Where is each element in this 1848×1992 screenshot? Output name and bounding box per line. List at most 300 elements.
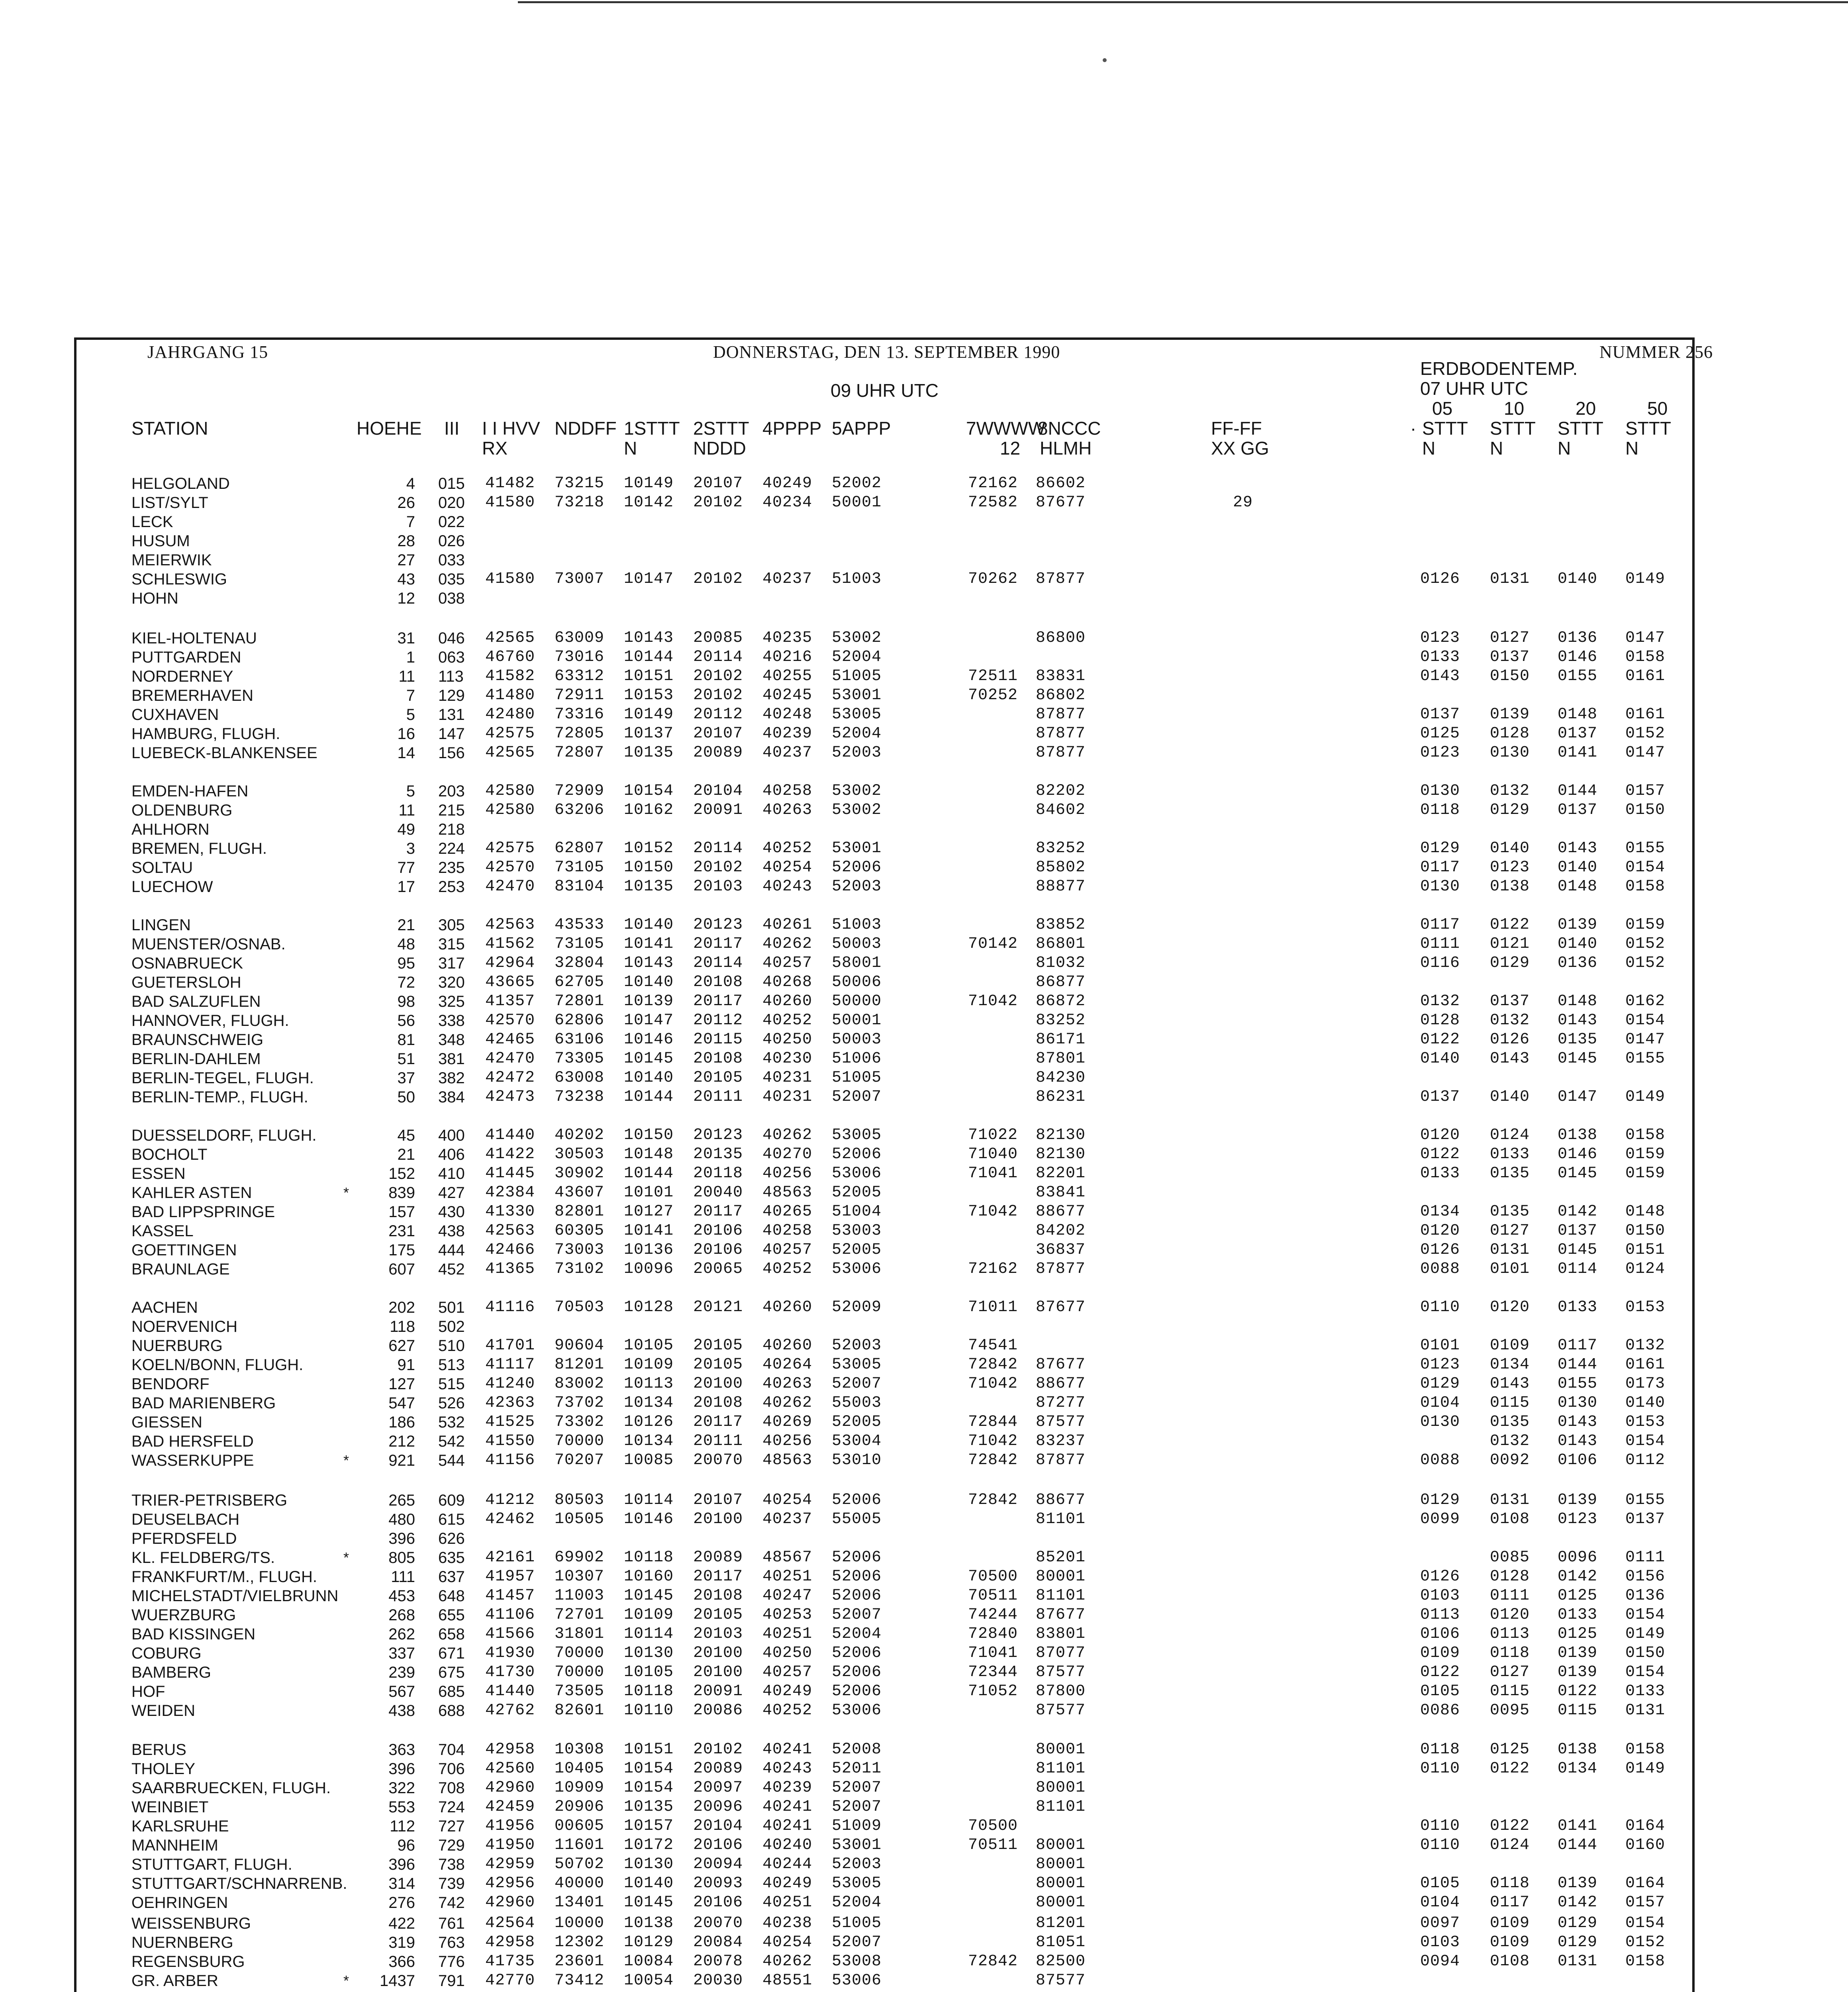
synop-group: 70000 xyxy=(555,1644,605,1662)
col-soil-10-sub: N xyxy=(1490,438,1503,459)
synop-group: 10110 xyxy=(624,1702,674,1719)
col-g8-sub: HLMH xyxy=(1040,438,1092,459)
table-row xyxy=(0,1567,1848,1586)
synop-group: 10143 xyxy=(624,954,674,972)
soil-temp: 0128 xyxy=(1420,1012,1460,1029)
station-height: 239 xyxy=(388,1664,415,1681)
station-id: 708 xyxy=(438,1779,465,1797)
soil-temp: 0136 xyxy=(1558,629,1598,647)
synop-group: 40258 xyxy=(762,1222,813,1240)
synop-group: 51009 xyxy=(832,1817,882,1835)
cloud-group: 81051 xyxy=(1036,1933,1086,1951)
synop-group: 60305 xyxy=(555,1222,605,1240)
synop-group: 10085 xyxy=(624,1451,674,1469)
synop-group: 42958 xyxy=(485,1741,535,1759)
col-g8: 8NCCC xyxy=(1038,418,1101,439)
station-height: 319 xyxy=(388,1934,415,1951)
station-group xyxy=(0,782,1848,896)
synop-group: 55003 xyxy=(832,1394,882,1412)
synop-group: 10084 xyxy=(624,1953,674,1970)
cloud-group: 87577 xyxy=(1036,1663,1086,1681)
station-group xyxy=(0,1126,1848,1279)
soil-temp: 0126 xyxy=(1420,1241,1460,1259)
soil-temp: 0135 xyxy=(1558,1031,1598,1049)
synop-group: 42473 xyxy=(485,1088,535,1106)
soil-temp: 0086 xyxy=(1420,1702,1460,1719)
synop-group: 40000 xyxy=(555,1874,605,1892)
synop-group: 52003 xyxy=(832,1337,882,1355)
cloud-group: 80001 xyxy=(1036,1855,1086,1873)
table-row xyxy=(0,1759,1848,1778)
station-name: AACHEN xyxy=(131,1299,198,1316)
station-name: OEHRINGEN xyxy=(131,1894,228,1912)
soil-temp: 0150 xyxy=(1625,801,1666,819)
cloud-group: 86800 xyxy=(1036,629,1086,647)
synop-group: 20105 xyxy=(693,1356,743,1374)
synop-group: 73702 xyxy=(555,1394,605,1412)
synop-group: 10308 xyxy=(555,1741,605,1759)
synop-group: 40237 xyxy=(762,1510,813,1528)
col-g3-sub: N xyxy=(624,438,637,459)
synop-group: 90604 xyxy=(555,1337,605,1355)
synop-group: 20089 xyxy=(693,1760,743,1778)
synop-group: 52003 xyxy=(832,878,882,896)
table-row xyxy=(0,1625,1848,1644)
synop-group: 73412 xyxy=(555,1972,605,1990)
synop-group: 10152 xyxy=(624,839,674,857)
synop-group: 10135 xyxy=(624,878,674,896)
soil-temp: 0137 xyxy=(1558,801,1598,819)
synop-group: 40234 xyxy=(762,494,813,512)
synop-group: 20089 xyxy=(693,1549,743,1567)
synop-group: 42459 xyxy=(485,1798,535,1816)
soil-temp: 0162 xyxy=(1625,992,1666,1010)
soil-temp: 0146 xyxy=(1558,648,1598,666)
synop-group: 40258 xyxy=(762,782,813,800)
station-id: 626 xyxy=(438,1530,465,1547)
table-row xyxy=(0,1510,1848,1529)
synop-group: 20118 xyxy=(693,1165,743,1182)
synop-group: 50702 xyxy=(555,1855,605,1873)
table-row xyxy=(0,1451,1848,1470)
soil-temp: 0085 xyxy=(1490,1549,1530,1567)
soil-temp: 0133 xyxy=(1490,1145,1530,1163)
table-row xyxy=(0,1374,1848,1394)
soil-temp: 0130 xyxy=(1490,744,1530,762)
soil-temp: 0138 xyxy=(1490,878,1530,896)
station-height: 11 xyxy=(398,668,415,685)
station-name: BOCHOLT xyxy=(131,1146,208,1163)
station-height: 95 xyxy=(397,955,415,972)
station-height: 27 xyxy=(397,551,415,569)
soil-temp: 0140 xyxy=(1625,1394,1666,1412)
synop-group: 52006 xyxy=(832,1145,882,1163)
station-height: 96 xyxy=(397,1837,415,1854)
synop-group: 40262 xyxy=(762,1953,813,1970)
soil-temp: 0092 xyxy=(1490,1451,1530,1469)
soil-temp: 0129 xyxy=(1490,801,1530,819)
synop-group: 20123 xyxy=(693,1126,743,1144)
obs-time: 09 UHR UTC xyxy=(831,380,939,401)
station-name: SOLTAU xyxy=(131,859,193,876)
synop-group: 73302 xyxy=(555,1413,605,1431)
synop-group: 70000 xyxy=(555,1663,605,1681)
mountain-mark: * xyxy=(343,1972,349,1989)
synop-group: 42770 xyxy=(485,1972,535,1990)
synop-group: 20121 xyxy=(693,1298,743,1316)
synop-group: 40235 xyxy=(762,629,813,647)
synop-group: 52005 xyxy=(832,1413,882,1431)
station-id: 791 xyxy=(438,1972,465,1990)
synop-group: 73316 xyxy=(555,706,605,723)
station-name: MANNHEIM xyxy=(131,1837,218,1854)
synop-group: 41562 xyxy=(485,935,535,953)
soil-temp: 0126 xyxy=(1420,570,1460,588)
soil-temp: 0159 xyxy=(1625,916,1666,934)
soil-temp: 0108 xyxy=(1490,1953,1530,1970)
synop-group: 20114 xyxy=(693,648,743,666)
soil-temp: 0104 xyxy=(1420,1394,1460,1412)
station-id: 384 xyxy=(438,1088,465,1106)
cloud-group: 81101 xyxy=(1036,1510,1086,1528)
synop-group: 40241 xyxy=(762,1741,813,1759)
synop-group: 40240 xyxy=(762,1836,813,1854)
synop-group: 10096 xyxy=(624,1260,674,1278)
synop-group: 52007 xyxy=(832,1933,882,1951)
cloud-group: 86602 xyxy=(1036,474,1086,492)
synop-group: 20906 xyxy=(555,1798,605,1816)
table-row xyxy=(0,1432,1848,1451)
synop-group: 41950 xyxy=(485,1836,535,1854)
cloud-group: 83801 xyxy=(1036,1625,1086,1643)
synop-group: 10150 xyxy=(624,1126,674,1144)
table-row xyxy=(0,839,1848,858)
synop-group: 20107 xyxy=(693,1491,743,1509)
soil-temp: 0111 xyxy=(1625,1549,1666,1567)
soil-temp: 0125 xyxy=(1558,1587,1598,1605)
synop-group: 50003 xyxy=(832,1031,882,1049)
station-name: MEIERWIK xyxy=(131,551,212,569)
station-name: BAD SALZUFLEN xyxy=(131,993,261,1010)
soil-temp: 0117 xyxy=(1558,1337,1598,1355)
soil-temp: 0139 xyxy=(1558,1874,1598,1892)
synop-group: 10140 xyxy=(624,916,674,934)
station-name: REGENSBURG xyxy=(131,1953,245,1970)
weather-group: 72842 xyxy=(968,1451,1018,1469)
col-g4-sub: NDDD xyxy=(693,438,746,459)
soil-temp: 0117 xyxy=(1420,916,1460,934)
station-id: 427 xyxy=(438,1184,465,1202)
soil-temp: 0115 xyxy=(1490,1394,1530,1412)
table-row xyxy=(0,1971,1848,1990)
synop-group: 41445 xyxy=(485,1165,535,1182)
soil-temp: 0139 xyxy=(1558,1644,1598,1662)
station-height: 28 xyxy=(397,532,415,550)
weather-group: 72162 xyxy=(968,1260,1018,1278)
synop-group: 73102 xyxy=(555,1260,605,1278)
station-height: 553 xyxy=(388,1798,415,1816)
synop-group: 73505 xyxy=(555,1682,605,1700)
synop-group: 10154 xyxy=(624,782,674,800)
synop-group: 40264 xyxy=(762,1356,813,1374)
soil-temp: 0147 xyxy=(1625,1031,1666,1049)
soil-temp: 0106 xyxy=(1420,1625,1460,1643)
synop-group: 69902 xyxy=(555,1549,605,1567)
soil-temp: 0115 xyxy=(1558,1702,1598,1719)
synop-group: 31801 xyxy=(555,1625,605,1643)
cloud-group: 81101 xyxy=(1036,1587,1086,1605)
station-name: KL. FELDBERG/TS. xyxy=(131,1549,275,1567)
soil-temp: 0129 xyxy=(1420,1375,1460,1393)
soil-temp: 0145 xyxy=(1558,1165,1598,1182)
synop-group: 20084 xyxy=(693,1933,743,1951)
soil-temp: 0154 xyxy=(1625,1606,1666,1624)
soil-temp: 0122 xyxy=(1420,1031,1460,1049)
station-id: 382 xyxy=(438,1069,465,1087)
soil-temp: 0147 xyxy=(1625,744,1666,762)
col-soil-20-sub: N xyxy=(1558,438,1571,459)
soil-temp: 0137 xyxy=(1558,725,1598,743)
synop-group: 51005 xyxy=(832,1914,882,1932)
soil-temp: 0155 xyxy=(1625,1050,1666,1068)
synop-group: 51003 xyxy=(832,570,882,588)
station-name: SAARBRUECKEN, FLUGH. xyxy=(131,1779,331,1797)
synop-group: 41956 xyxy=(485,1817,535,1835)
synop-group: 52006 xyxy=(832,1644,882,1662)
synop-group: 41240 xyxy=(485,1375,535,1393)
soil-temp: 0140 xyxy=(1558,935,1598,953)
synop-group: 32804 xyxy=(555,954,605,972)
station-height: 157 xyxy=(388,1203,415,1221)
soil-temp: 0133 xyxy=(1420,1165,1460,1182)
table-row xyxy=(0,1260,1848,1279)
synop-group: 20100 xyxy=(693,1663,743,1681)
station-name: HELGOLAND xyxy=(131,475,230,492)
weather-group: 74541 xyxy=(968,1337,1018,1355)
soil-temp: 0133 xyxy=(1420,648,1460,666)
synop-group: 20103 xyxy=(693,1625,743,1643)
station-name: KASSEL xyxy=(131,1222,194,1240)
col-ff-sub: XX GG xyxy=(1211,438,1269,459)
soil-temp: 0140 xyxy=(1490,839,1530,857)
cloud-group: 82202 xyxy=(1036,782,1086,800)
synop-group: 42575 xyxy=(485,725,535,743)
table-row xyxy=(0,1336,1848,1355)
synop-group: 30902 xyxy=(555,1165,605,1182)
soil-depth-20: 20 xyxy=(1576,398,1596,419)
station-name: WUERZBURG xyxy=(131,1606,236,1624)
station-name: BRAUNSCHWEIG xyxy=(131,1031,264,1049)
synop-group: 52003 xyxy=(832,1855,882,1873)
soil-temp: 0097 xyxy=(1420,1914,1460,1932)
synop-group: 10000 xyxy=(555,1914,605,1932)
station-name: PFERDSFELD xyxy=(131,1530,237,1547)
synop-group: 20104 xyxy=(693,782,743,800)
soil-temp: 0123 xyxy=(1558,1510,1598,1528)
station-name: BAD KISSINGEN xyxy=(131,1625,256,1643)
synop-group: 80503 xyxy=(555,1491,605,1509)
soil-depth-10: 10 xyxy=(1504,398,1525,419)
station-name: KOELN/BONN, FLUGH. xyxy=(131,1356,304,1374)
synop-group: 10105 xyxy=(624,1337,674,1355)
soil-temp: 0140 xyxy=(1490,1088,1530,1106)
soil-temp: 0149 xyxy=(1625,1088,1666,1106)
station-height: 98 xyxy=(397,993,415,1010)
station-name: AHLHORN xyxy=(131,821,210,838)
synop-group: 70207 xyxy=(555,1451,605,1469)
synop-group: 20117 xyxy=(693,992,743,1010)
soil-temp: 0135 xyxy=(1490,1413,1530,1431)
synop-group: 10162 xyxy=(624,801,674,819)
soil-temp: 0125 xyxy=(1420,725,1460,743)
synop-group: 40247 xyxy=(762,1587,813,1605)
table-row xyxy=(0,801,1848,820)
station-id: 038 xyxy=(438,590,465,607)
weather-group: 71011 xyxy=(968,1298,1018,1316)
synop-group: 10126 xyxy=(624,1413,674,1431)
synop-group: 42959 xyxy=(485,1855,535,1873)
synop-group: 40256 xyxy=(762,1165,813,1182)
soil-temp: 0133 xyxy=(1558,1298,1598,1316)
soil-temp: 0158 xyxy=(1625,1741,1666,1759)
soil-temp: 0124 xyxy=(1490,1836,1530,1854)
synop-group: 40252 xyxy=(762,1702,813,1719)
synop-group: 11003 xyxy=(555,1587,605,1605)
table-row xyxy=(0,686,1848,705)
synop-group: 11601 xyxy=(555,1836,605,1854)
synop-group: 20097 xyxy=(693,1779,743,1797)
synop-group: 41365 xyxy=(485,1260,535,1278)
weather-group: 70252 xyxy=(968,686,1018,704)
station-name: LECK xyxy=(131,513,173,531)
synop-group: 41357 xyxy=(485,992,535,1010)
station-id: 348 xyxy=(438,1031,465,1049)
synop-group: 52008 xyxy=(832,1741,882,1759)
station-name: NOERVENICH xyxy=(131,1318,237,1335)
station-height: 91 xyxy=(397,1356,415,1374)
soil-temp: 0116 xyxy=(1420,954,1460,972)
soil-temp: 0139 xyxy=(1490,706,1530,723)
synop-group: 43607 xyxy=(555,1184,605,1202)
station-name: LUECHOW xyxy=(131,878,213,896)
weather-group: 71041 xyxy=(968,1165,1018,1182)
synop-group: 42465 xyxy=(485,1031,535,1049)
synop-group: 70000 xyxy=(555,1432,605,1450)
cloud-group: 87577 xyxy=(1036,1702,1086,1719)
station-height: 175 xyxy=(388,1241,415,1259)
weather-group: 71042 xyxy=(968,1432,1018,1450)
soil-temp: 0122 xyxy=(1420,1663,1460,1681)
station-height: 231 xyxy=(388,1222,415,1240)
table-row xyxy=(0,858,1848,877)
synop-group: 40255 xyxy=(762,667,813,685)
synop-group: 20135 xyxy=(693,1145,743,1163)
soil-temp: 0123 xyxy=(1420,629,1460,647)
table-row xyxy=(0,1298,1848,1317)
table-row xyxy=(0,1164,1848,1183)
synop-group: 20117 xyxy=(693,935,743,953)
station-name: DUESSELDORF, FLUGH. xyxy=(131,1127,317,1144)
synop-group: 20106 xyxy=(693,1836,743,1854)
synop-group: 42470 xyxy=(485,1050,535,1068)
synop-group: 20105 xyxy=(693,1069,743,1087)
station-id: 224 xyxy=(438,840,465,857)
weather-group: 72344 xyxy=(968,1663,1018,1681)
table-row xyxy=(0,1682,1848,1701)
station-name: GIESSEN xyxy=(131,1414,202,1431)
synop-group: 40251 xyxy=(762,1894,813,1912)
soil-temp: 0142 xyxy=(1558,1894,1598,1912)
synop-group: 72801 xyxy=(555,992,605,1010)
soil-temp: 0158 xyxy=(1625,648,1666,666)
soil-temp: 0117 xyxy=(1490,1894,1530,1912)
synop-group: 10142 xyxy=(624,494,674,512)
table-row xyxy=(0,954,1848,973)
table-row xyxy=(0,474,1848,493)
station-name: KARLSRUHE xyxy=(131,1818,229,1835)
cloud-group: 81032 xyxy=(1036,954,1086,972)
col-soil-50: STTT xyxy=(1625,418,1671,439)
cloud-group: 87877 xyxy=(1036,744,1086,762)
soil-temp: 0122 xyxy=(1490,1760,1530,1778)
synop-group: 62807 xyxy=(555,839,605,857)
synop-group: 10118 xyxy=(624,1682,674,1700)
synop-group: 41550 xyxy=(485,1432,535,1450)
col-g4: 2STTT xyxy=(693,418,749,439)
synop-group: 20112 xyxy=(693,1012,743,1029)
soil-temp: 0110 xyxy=(1420,1817,1460,1835)
synop-group: 82601 xyxy=(555,1702,605,1719)
soil-temp: 0150 xyxy=(1490,667,1530,685)
soil-temp: 0132 xyxy=(1420,992,1460,1010)
soil-temp: 0132 xyxy=(1490,782,1530,800)
synop-group: 40245 xyxy=(762,686,813,704)
table-row xyxy=(0,877,1848,896)
soil-temp: 0127 xyxy=(1490,1222,1530,1240)
cloud-group: 82500 xyxy=(1036,1953,1086,1970)
synop-group: 40231 xyxy=(762,1069,813,1087)
cloud-group: 80001 xyxy=(1036,1568,1086,1586)
station-name: WEISSENBURG xyxy=(131,1915,251,1932)
soil-temp: 0128 xyxy=(1490,725,1530,743)
synop-group: 58001 xyxy=(832,954,882,972)
table-row xyxy=(0,1241,1848,1260)
synop-group: 41457 xyxy=(485,1587,535,1605)
table-row xyxy=(0,1394,1848,1413)
soil-temp: 0135 xyxy=(1490,1165,1530,1182)
synop-group: 10307 xyxy=(555,1568,605,1586)
station-id: 729 xyxy=(438,1837,465,1854)
table-row xyxy=(0,1933,1848,1952)
weather-group: 72842 xyxy=(968,1356,1018,1374)
station-id: 776 xyxy=(438,1953,465,1970)
mountain-mark: * xyxy=(343,1549,349,1566)
synop-group: 53001 xyxy=(832,1836,882,1854)
synop-group: 20107 xyxy=(693,474,743,492)
synop-group: 53006 xyxy=(832,1702,882,1719)
synop-group: 40262 xyxy=(762,1394,813,1412)
soil-temp: 0120 xyxy=(1420,1126,1460,1144)
soil-temp: 0159 xyxy=(1625,1145,1666,1163)
soil-temp: 0132 xyxy=(1490,1012,1530,1029)
station-height: 17 xyxy=(397,878,415,896)
station-height: 363 xyxy=(388,1741,415,1759)
station-id: 338 xyxy=(438,1012,465,1029)
col-g2: NDDFF xyxy=(555,418,617,439)
table-row xyxy=(0,973,1848,992)
soil-temp: 0150 xyxy=(1625,1222,1666,1240)
station-id: 325 xyxy=(438,993,465,1010)
